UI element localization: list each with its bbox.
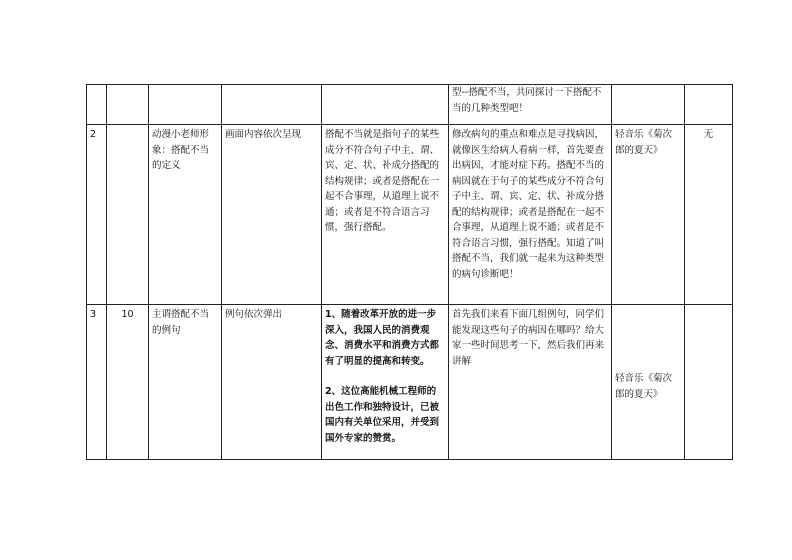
example-cell	[322, 85, 449, 125]
row-number-cell: 2	[87, 125, 107, 305]
example-sentence-1: 1、随着改革开放的进一步深入，我国人民的消费观念、消费水平和消费方式都有了明显的提高和转变。	[325, 309, 440, 367]
music-cell: 轻音乐《菊次郎的夏天》	[612, 305, 685, 460]
content-cell: 主谓搭配不当的例句	[149, 305, 222, 460]
row-number-cell	[87, 85, 107, 125]
other-cell	[685, 85, 733, 125]
duration-cell: 10	[107, 305, 149, 460]
music-cell	[612, 85, 685, 125]
paragraph-gap	[325, 369, 445, 384]
example-cell	[322, 305, 449, 460]
content-cell: 动漫小老师形象：搭配不当的定义	[149, 125, 222, 305]
table-row-2	[87, 125, 733, 305]
duration-cell	[107, 85, 149, 125]
example-cell	[322, 125, 449, 305]
presentation-method-cell: 例句依次弹出	[222, 305, 322, 460]
presentation-method-cell: 画面内容依次呈现	[222, 125, 322, 305]
lesson-plan-table	[86, 84, 733, 460]
other-cell	[685, 305, 733, 460]
table-row-continued	[87, 85, 733, 125]
row-number-cell: 3	[87, 305, 107, 460]
definition-text: 搭配不当就是指句子的某些成分不符合句子中主、谓、宾、定、状、补成分搭配的结构规律；或者是搭配在一起不合事理，从道理上说不通；或者是不符合语言习惯，强行搭配。	[325, 129, 440, 233]
music-cell: 轻音乐《菊次郎的夏天》	[612, 125, 685, 305]
other-cell: 无	[685, 125, 733, 305]
content-cell	[149, 85, 222, 125]
presentation-method-cell	[222, 85, 322, 125]
duration-cell	[107, 125, 149, 305]
table-row-3	[87, 305, 733, 460]
teacher-notes-cell: 修改病句的重点和难点是寻找病因，就像医生给病人看病一样，首先要查出病因，才能对症下药。搭配不当的病因就在于句子的某些成分不符合句子中主、谓、宾、定、状、补成分搭配的结构规律；或者是搭配在一起不合事理，从道理上说不通；或者是不符合语言习惯，强行搭配。知道了叫搭配不当，我们就一起来为这种类型的病句诊断吧！	[449, 125, 612, 305]
teacher-notes-cell: 首先我们来看下面几组例句，同学们能发现这些句子的病因在哪吗？给大家一些时间思考一下，然后我们再来讲解	[449, 305, 612, 460]
teacher-notes-cell: 型--搭配不当，共同探讨一下搭配不当的几种类型吧！	[449, 85, 612, 125]
example-sentence-2: 2、这位高能机械工程师的出色工作和独特设计，已被国内有关单位采用，并受到国外专家的赞赏。	[325, 386, 440, 444]
